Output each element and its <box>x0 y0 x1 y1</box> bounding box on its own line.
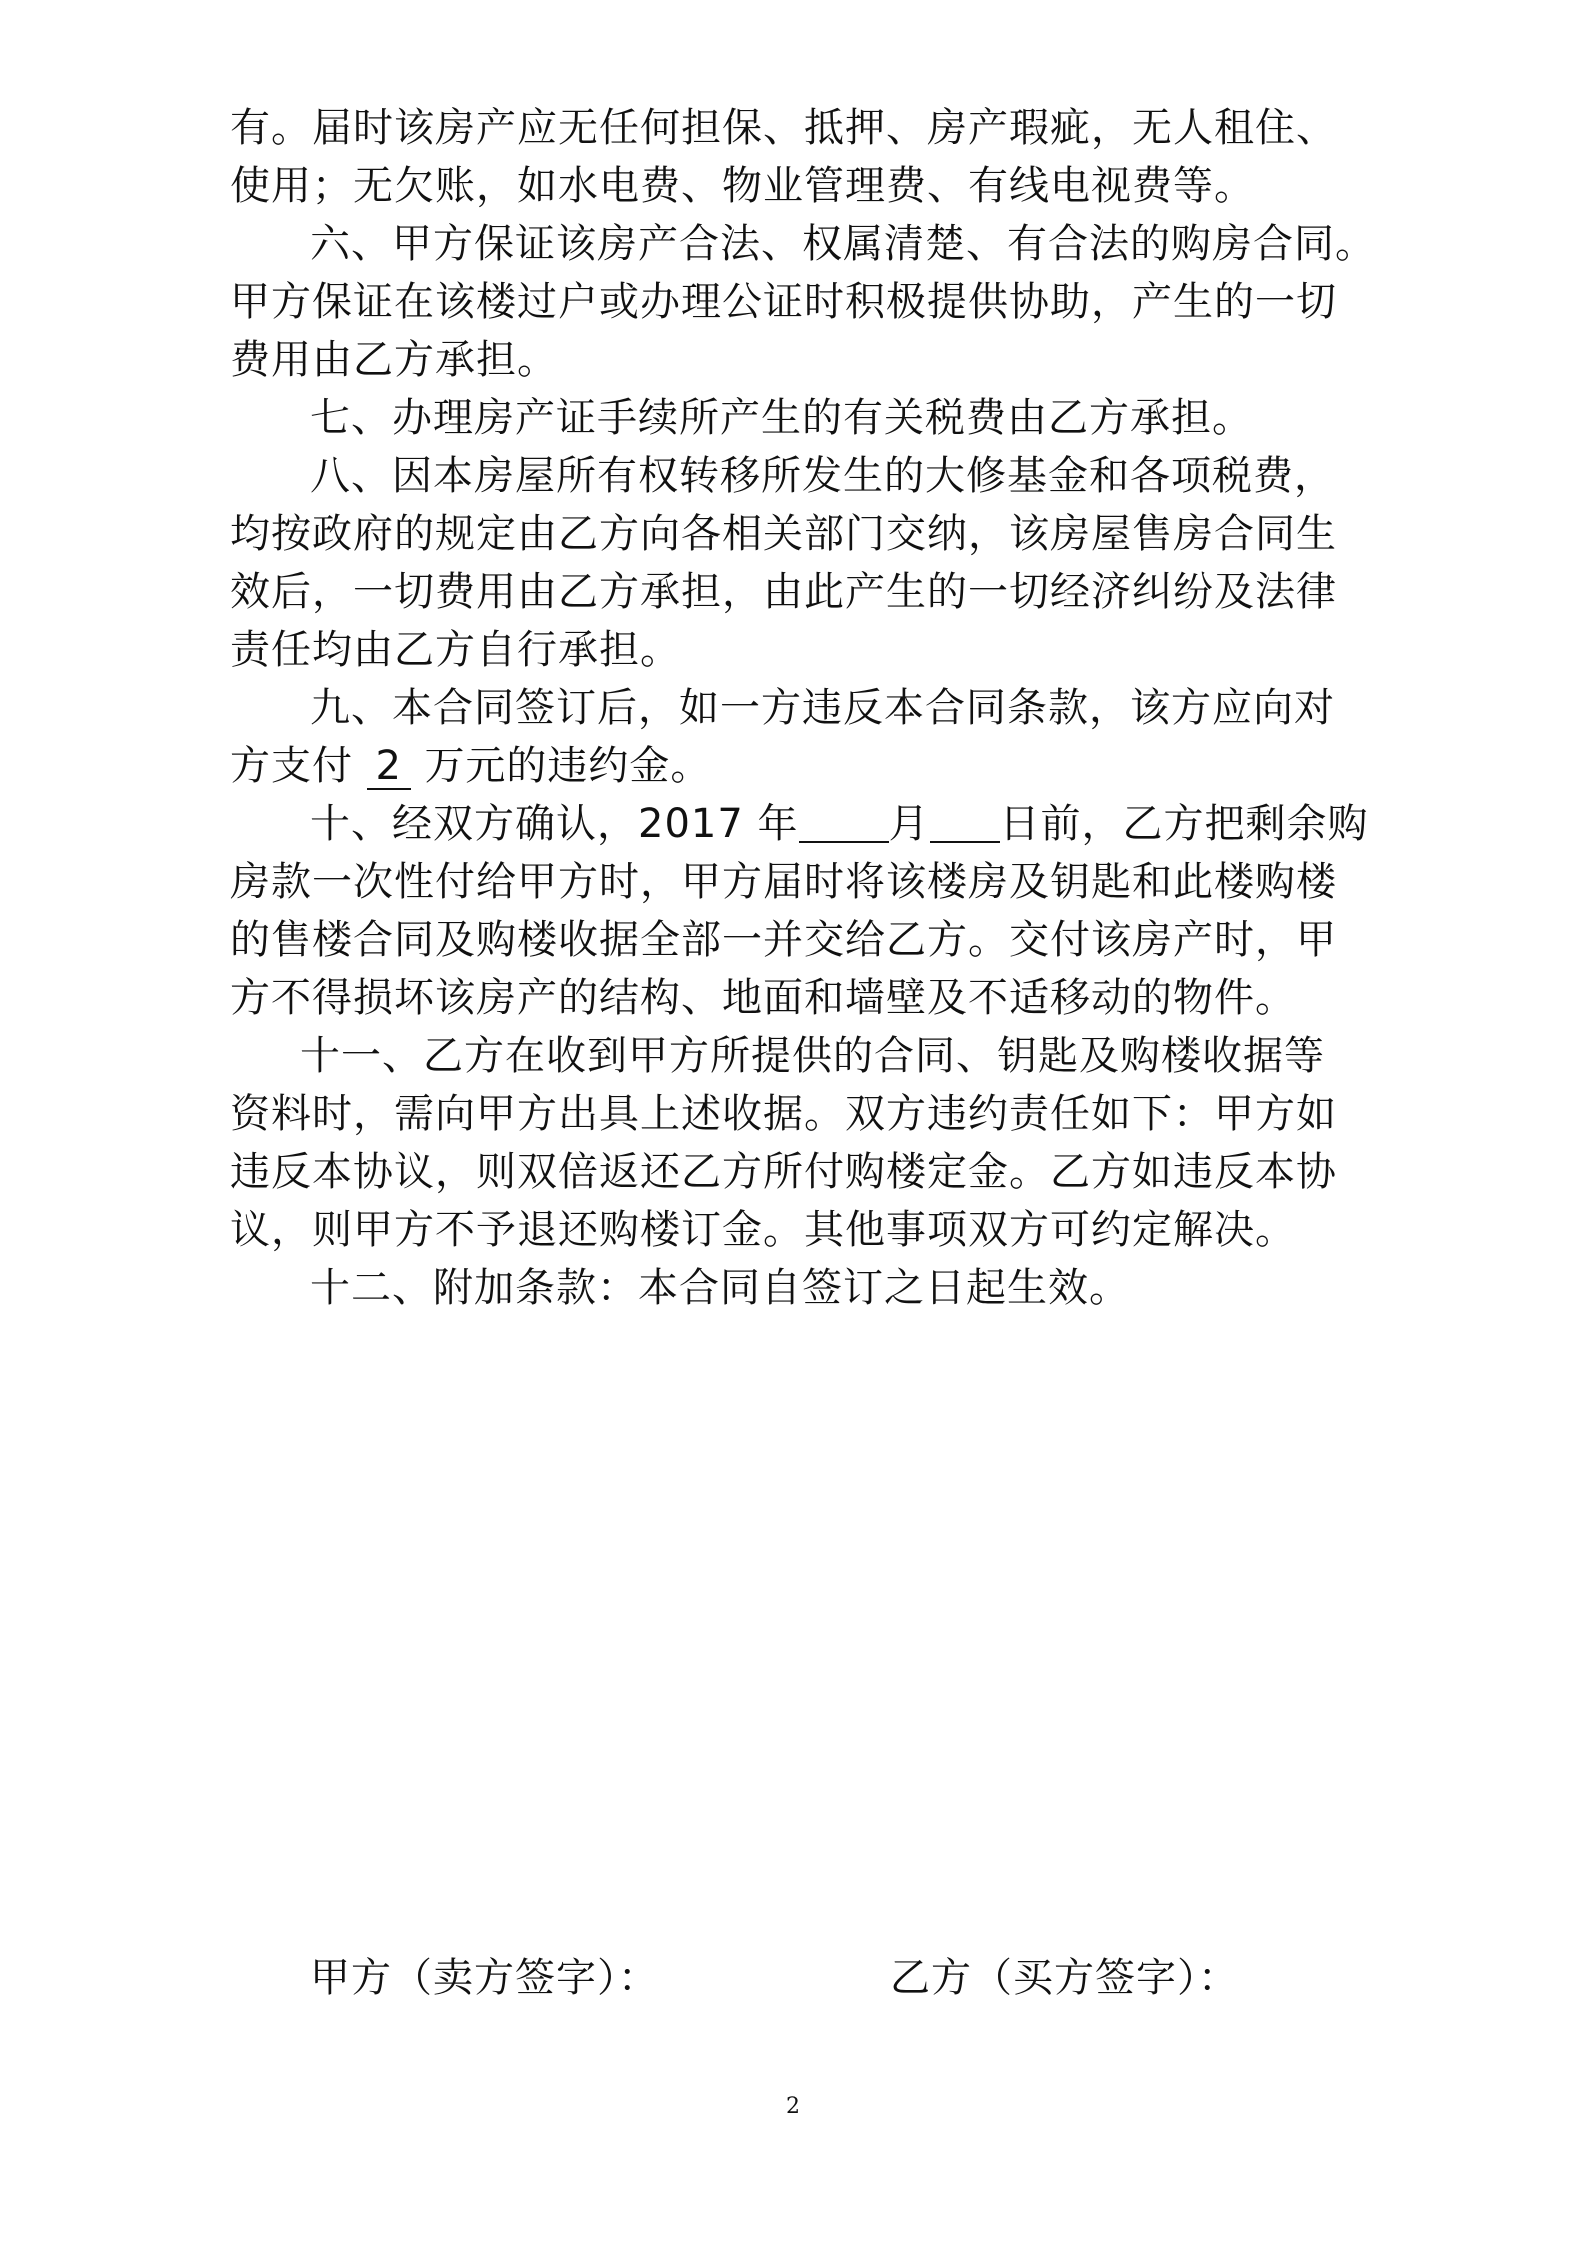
clause10-date-prefix: 十、经双方确认，2017 年 <box>310 801 799 847</box>
clause9-line2-prefix: 方支付 <box>230 743 353 789</box>
clause10-line2: 房款一次性付给甲方时，甲方届时将该楼房及钥匙和此楼购楼 <box>230 859 1337 905</box>
clause5-line2: 使用；无欠账，如水电费、物业管理费、有线电视费等。 <box>230 163 1255 209</box>
month-blank <box>799 801 889 843</box>
clause8-line3: 效后，一切费用由乙方承担，由此产生的一切经济纠纷及法律 <box>230 569 1337 615</box>
day-label: 日前，乙方把剩余购 <box>999 801 1369 847</box>
clause10-line3: 的售楼合同及购楼收据全部一并交给乙方。交付该房产时，甲 <box>230 917 1337 963</box>
clause6-line3: 费用由乙方承担。 <box>230 337 558 383</box>
clause9-line2 <box>230 738 1380 794</box>
day-blank <box>930 801 1000 843</box>
clause9-line1: 九、本合同签订后，如一方违反本合同条款，该方应向对 <box>310 685 1335 731</box>
clause11-line4: 议，则甲方不予退还购楼订金。其他事项双方可约定解决。 <box>230 1207 1296 1253</box>
clause5-line1: 有。届时该房产应无任何担保、抵押、房产瑕疵，无人租住、 <box>230 105 1337 151</box>
clause8-line4: 责任均由乙方自行承担。 <box>230 627 681 673</box>
clause7-line1: 七、办理房产证手续所产生的有关税费由乙方承担。 <box>310 395 1253 441</box>
clause8-line1: 八、因本房屋所有权转移所发生的大修基金和各项税费， <box>310 453 1335 499</box>
clause8-line2: 均按政府的规定由乙方向各相关部门交纳，该房屋售房合同生 <box>230 511 1337 557</box>
party-a-signature-label: 甲方（卖方签字）： <box>310 1955 659 2001</box>
clause11-line3: 违反本协议，则双倍返还乙方所付购楼定金。乙方如违反本协 <box>230 1149 1337 1195</box>
clause6-line2: 甲方保证在该楼过户或办理公证时积极提供协助，产生的一切 <box>230 279 1337 325</box>
clause12-line1: 十二、附加条款：本合同自签订之日起生效。 <box>310 1265 1130 1311</box>
clause11-line1: 十一、乙方在收到甲方所提供的合同、钥匙及购楼收据等 <box>300 1033 1325 1079</box>
penalty-amount-field: 2 <box>367 744 411 790</box>
clause6-line1: 六、甲方保证该房产合法、权属清楚、有合法的购房合同。 <box>310 221 1376 267</box>
clause11-line2: 资料时，需向甲方出具上述收据。双方违约责任如下：甲方如 <box>230 1091 1337 1137</box>
clause10-line1 <box>310 796 1460 852</box>
page-number: 2 <box>786 2094 800 2119</box>
party-b-signature-label: 乙方（买方签字）： <box>890 1955 1239 2001</box>
month-label: 月 <box>888 801 930 847</box>
clause9-line2-suffix: 万元的违约金。 <box>424 743 712 789</box>
clause10-line4: 方不得损坏该房产的结构、地面和墙壁及不适移动的物件。 <box>230 975 1296 1021</box>
